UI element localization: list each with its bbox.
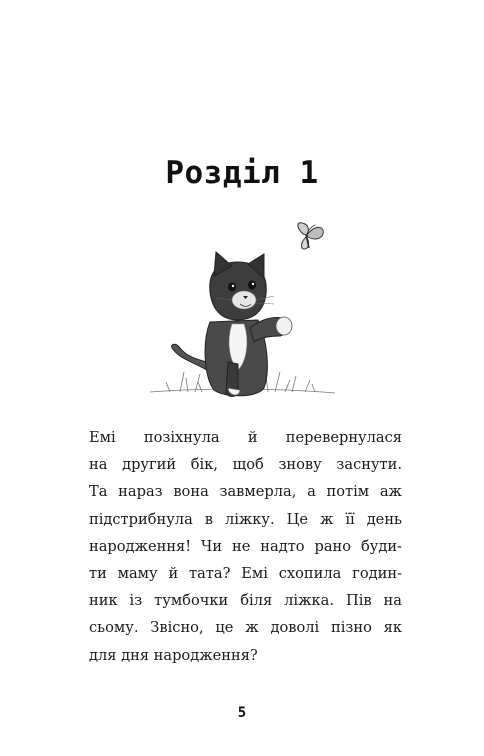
page-number: 5 <box>237 705 247 721</box>
text-line-4: підстрибнула в ліжку. Це ж її день <box>89 510 402 528</box>
chapter-title: Розділ 1 <box>165 155 319 191</box>
text-line-7: ник із тумбочки біля ліжка. Пів на <box>89 592 402 610</box>
text-line-6: ти маму й тата? Емі схопила годин- <box>89 565 402 583</box>
butterfly-icon <box>298 223 323 249</box>
kitten-with-butterfly-icon <box>140 212 340 407</box>
body-text <box>89 424 402 669</box>
text-line-9: для дня народження? <box>89 646 258 664</box>
text-line-8: сьому. Звісно, це ж доволі пізно як <box>89 619 402 637</box>
text-line-1: Емі позіхнула й перевернулася <box>89 429 402 446</box>
text-line-3: Та нараз вона завмерла, а потім аж <box>89 483 402 501</box>
text-line-5: народження! Чи не надто рано буди- <box>89 537 402 555</box>
text-line-2: на другий бік, щоб знову заснути. <box>89 456 402 474</box>
